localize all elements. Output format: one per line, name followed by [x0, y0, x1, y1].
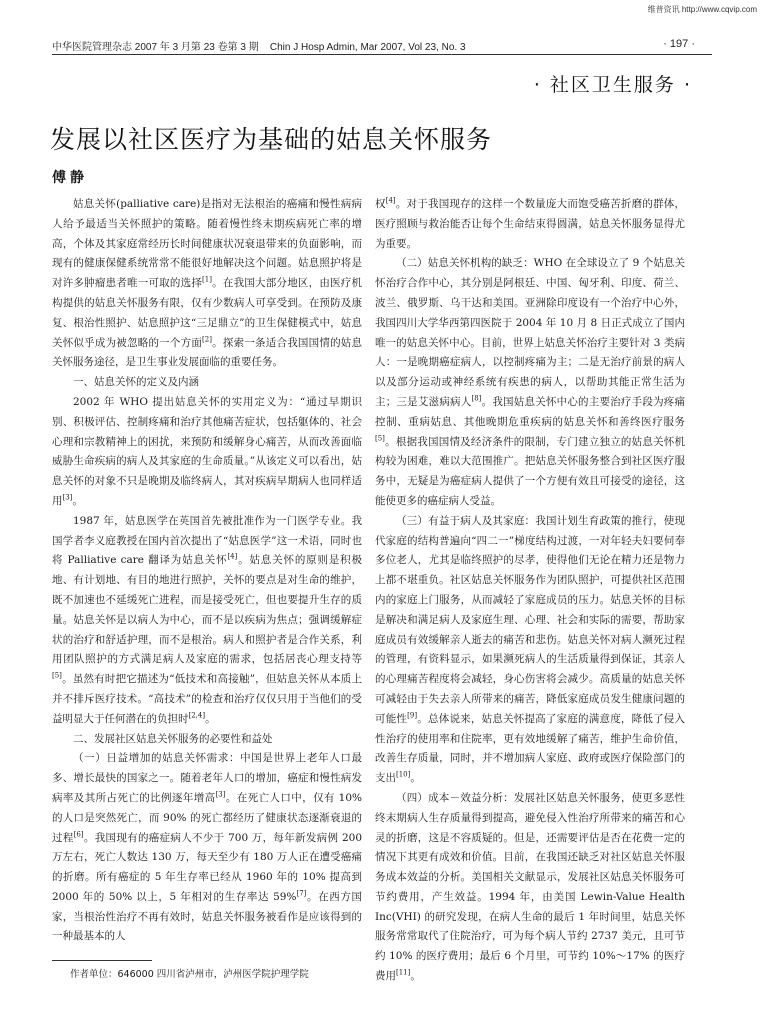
citation-ref: [5]: [52, 671, 62, 680]
body-paragraph: [375, 195, 685, 254]
body-paragraph: [52, 195, 362, 373]
paragraph-text: 。在死亡人口中，仅有 10% 的人口是突然死亡，而 90% 的死亡都经历了健康状态逐渐衰退的过程: [52, 791, 362, 844]
paragraph-text: 。我国现有的癌症病人不少于 700 万，每年新发病例 200 万左右，死亡人数达 130 万，每天至少有 180 万人正在遭受癌痛的折磨。所有癌症的 5 年生存率已经从 1960 年的 10% 提高到 2000 年的 50% 以上，5 年相对的生存率达 59%: [52, 831, 362, 903]
paragraph-text: 。根据我国国情及经济条件的限制，专门建立独立的姑息关怀机构较为困难，难以大范围推广。把姑息关怀服务整合到社区医疗服务中，无疑是为癌症病人提供了一个方便有效且可接受的途径，这能使更多的癌症病人受益。: [375, 435, 685, 507]
paragraph-text: 2002 年 WHO 提出姑息关怀的实用定义为：“通过早期识别、积极评估、控制疼痛和治疗其他痛苦症状，包括躯体的、社会心理和宗教精神上的困扰，来预防和缓解身心痛苦，从而改善面临威胁生命疾病的病人及其家庭的生命质量。”从该定义可以看出，姑息关怀的对象不只是晚期及临终病人，其对疾病早期病人也同样适用: [52, 395, 362, 507]
body-paragraph: [52, 512, 362, 730]
body-paragraph: [375, 254, 685, 511]
section-heading: [52, 373, 362, 393]
citation-ref: [3]: [62, 493, 73, 502]
paragraph-text: 。: [72, 494, 83, 507]
citation-ref: [5]: [375, 434, 385, 443]
page-number: · 197 ·: [663, 38, 695, 50]
paragraph-text: （四）成本－效益分析：发展社区姑息关怀服务，使更多恶性终末期病人生存质量得到提高，避免侵入性治疗所带来的痛苦和心灵的折磨，这是不容质疑的。但是，还需要评估是否在花费一定的情况下其更有成效和价值。目前，在我国还缺乏对社区姑息关怀服务成本效益的分析。美国相关文献显示，发展社区姑息关怀服务可节约费用，产生效益。1994 年，由美国 Lewin-Value Health Inc(VHI) 的研究发现，在病人生命的最后 1 年时间里，姑息关怀服务常常取代了住院治疗，可为每个病人节约 2737 美元，且可节约 10% 的医疗费用；最后 6 个月里，可节约 10%～17% 的医疗费用: [375, 791, 685, 983]
paragraph-text: （二）姑息关怀机构的缺乏：WHO 在全球设立了 9 个姑息关怀治疗合作中心，其分别是阿根廷、中国、匈牙利、印度、荷兰、波兰、俄罗斯、乌干达和美国。亚洲除印度设有一个治疗中心外，我国四川大学华西第四医院于 2004 年 10 月 8 日正式成立了国内唯一的姑息关怀中心。目前，世界上姑息关怀治疗主要针对 3 类病人：一是晚期癌症病人，以控制疼痛为主；二是无治疗前景的病人以及部分运动或神经系统有疾患的病人，以帮助其能正常生活为主；三是艾滋病病人: [375, 257, 685, 408]
paragraph-text: （三）有益于病人及其家庭：我国计划生育政策的推行，使现代家庭的结构普遍向“四二一”梯度结构过渡，一对年轻夫妇要伺奉多位老人，尤其是临终照护的尽孝，使得他们无论在精力还是物力上都不堪重负。社区姑息关怀服务作为团队照护，可提供社区范围内的家庭上门服务，从而减轻了家庭成员的压力。姑息关怀的目标是解决和满足病人及家庭生理、心理、社会和实际的需要，帮助家庭成员有效缓解亲人逝去的痛苦和悲伤。姑息关怀对病人濒死过程的管理，有资料显示，如果濒死病人的生活质量得到保证，其亲人的心理痛苦程度将会减轻，身心伤害将会减少。高质量的姑息关怀可减轻由于失去亲人所带来的痛苦，降低家庭成员发生健康问题的可能性: [375, 514, 685, 725]
journal-citation-cn: 中华医院管理杂志 2007 年 3 月第 23 卷第 3 期: [52, 42, 259, 53]
paragraph-text: 姑息关怀(palliative care)是指对无法根治的癌痛和慢性病病人给予最适当关怀照护的策略。随着慢性终末期疾病死亡率的增高，个体及其家庭常经历长时间健康状况衰退带来的负面影响，而现有的健康保健系统常常不能很好地解决这个问题。姑息照护将是对许多肿瘤患者唯一可取的选择: [52, 198, 362, 290]
left-column: [52, 195, 362, 947]
paragraph-text: 权: [375, 198, 386, 210]
citation-ref: [10]: [396, 770, 411, 779]
paragraph-text: 。: [205, 712, 216, 725]
paragraph-text: 。姑息关怀的原则是积极地、有计划地、有目的地进行照护，关怀的要点是对生命的维护，既不加速也不延缓死亡进程，而是接受死亡，但也要提升生存的质量。姑息关怀是以病人为中心，而不是以疾病为焦点；强调缓解症状的治疗和舒适护理，而不是根治。病人和照护者是合作关系，利用团队照护的方式满足病人及家庭的需求，包括居丧心理支持等: [52, 554, 362, 666]
paragraph-text: 一、姑息关怀的定义及内涵: [73, 376, 199, 389]
paragraph-text: 。: [410, 772, 421, 785]
citation-ref: [6]: [73, 830, 84, 838]
paragraph-text: 1987 年，姑息医学在英国首先被批准作为一门医学专业。我国学者李义庭教授在国内首次提出了“姑息医学”这一术语，同时也将 Palliative care 翻译为姑息关怀: [52, 514, 362, 567]
body-paragraph: [52, 749, 362, 947]
article-title: 发展以社区医疗为基础的姑息关怀服务: [50, 125, 493, 154]
running-head: [52, 38, 466, 53]
citation-ref: [4]: [385, 196, 396, 205]
footnote-rule: [52, 960, 152, 961]
body-paragraph: [375, 789, 685, 987]
paragraph-text: 。探索一条适合我国国情的姑息关怀服务途径，是卫生事业发展面临的重要任务。: [52, 336, 363, 369]
paragraph-text: 。在西方国家，当根治性治疗不再有效时，姑息关怀服务被看作是应该得到的一种最基本的人: [52, 890, 363, 943]
author-affiliation-footnote: 作者单位：646000 四川省泸州市，泸州医学院护理学院: [70, 969, 309, 980]
section-heading: [52, 730, 362, 750]
paragraph-text: （一）日益增加的姑息关怀需求：中国是世界上老年人口最多、增长最快的国家之一。随着老年人口的增加，癌症和慢性病发病率及其所占死亡的比例逐年增高: [52, 752, 362, 804]
body-paragraph: [375, 512, 685, 789]
right-column: [375, 195, 685, 987]
author-name: 傅静: [52, 170, 88, 186]
paragraph-text: 。总体说来，姑息关怀提高了家庭的满意度，降低了侵入性治疗的使用率和住院率，更有效地缓解了痛苦，维护生命价值，改善生存质量，同时，并不增加病人家庭、政府或医疗保险部门的支出: [375, 712, 686, 785]
paragraph-text: 二、发展社区姑息关怀服务的必要性和益处: [73, 732, 273, 745]
citation-ref: [11]: [396, 968, 411, 977]
citation-ref: [9]: [407, 711, 418, 720]
body-paragraph: [52, 393, 362, 512]
citation-ref: [3]: [215, 790, 226, 799]
header-rule: [52, 54, 712, 55]
citation-ref: [4]: [227, 552, 238, 561]
citation-ref: [2,4]: [188, 711, 206, 720]
watermark: 维普资讯 http://www.cqvip.com: [647, 5, 757, 14]
citation-ref: [7]: [296, 889, 307, 898]
citation-ref: [8]: [471, 394, 482, 403]
paragraph-text: 。: [410, 970, 421, 983]
citation-ref: [2]: [202, 335, 212, 344]
paragraph-text: 。在我国大部分地区，由医疗机构提供的姑息关怀服务有限，仅有少数病人可享受到。在预防及康复、根治性照护、姑息照护这“三足鼎立”的卫生保健模式中，姑息关怀似乎成为被忽略的一个方面: [52, 277, 363, 349]
paragraph-text: 。对于我国现存的这样一个数量庞大而饱受癌苦折磨的群体，医疗照顾与救治能否让每个生命结束得圆满，姑息关怀服务显得尤为重要。: [375, 198, 686, 250]
citation-ref: [1]: [202, 275, 212, 284]
paragraph-text: 。虽然有时把它描述为“低技术和高接触”，但姑息关怀从本质上并不排斥医疗技术。“高技术”的检查和治疗仅仅只用于当他们的受益明显大于任何潜在的负担时: [52, 673, 362, 725]
section-label: · 社区卫生服务 ·: [533, 74, 692, 96]
journal-citation-en: Chin J Hosp Admin, Mar 2007, Vol 23, No. 3: [269, 42, 466, 53]
paragraph-text: 。我国姑息关怀中心的主要治疗手段为疼痛控制、重病姑息、其他晚期危重疾病的姑息关怀和善终医疗服务: [375, 395, 686, 428]
